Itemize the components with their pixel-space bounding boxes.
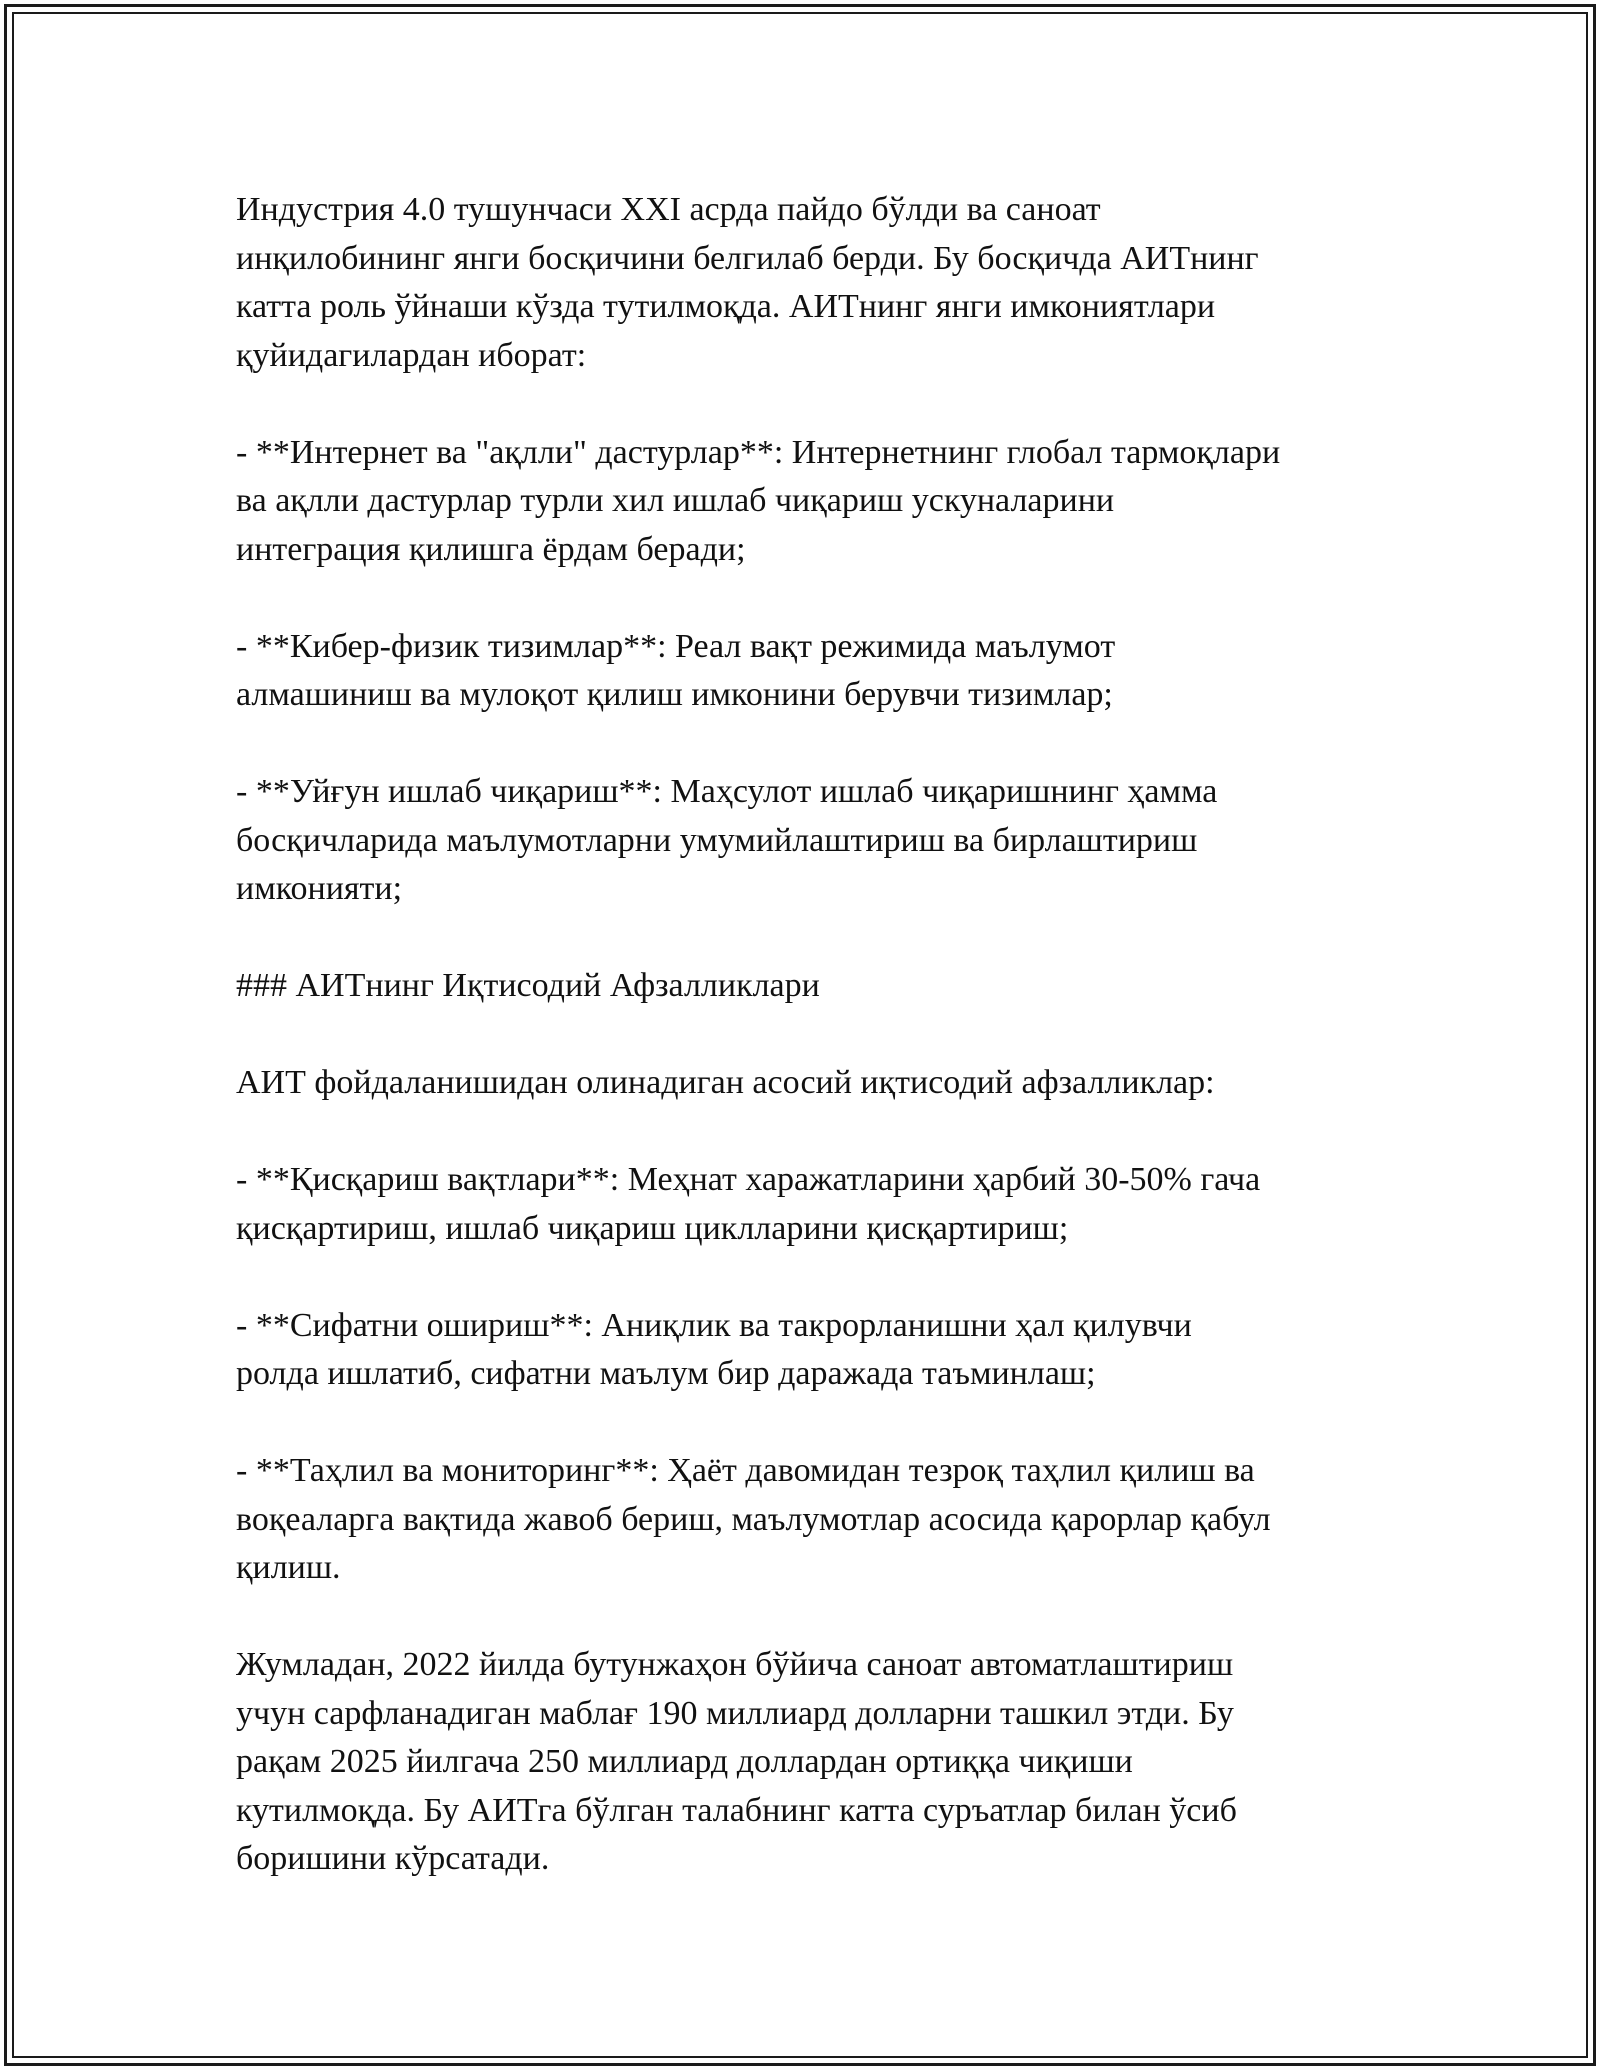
section-heading: ### АИТнинг Иқтисодий Афзалликлари	[236, 967, 820, 1004]
list-item-cyber-physical: - **Кибер-физик тизимлар**: Реал вақт режимида маълумот алмашиниш ва мулоқот қилиш имконини берувчи тизимлар;	[236, 627, 1116, 713]
list-item-time-reduction: - **Қисқариш вақтлари**: Меҳнат харажатларини ҳарбий 30-50% гача қисқартириш, ишлаб чиқариш циклларини қисқартириш;	[236, 1161, 1261, 1247]
list-item-internet: - **Интернет ва "ақлли" дастурлар**: Интернетнинг глобал тармоқлари ва ақлли дастурлар турли хил ишлаб чиқариш ускуналарини интеграция қилишга ёрдам беради;	[236, 433, 1281, 568]
list-item-analysis: - **Таҳлил ва мониторинг**: Ҳаёт давомидан тезроқ таҳлил қилиш ва воқеаларга вақтида жавоб бериш, маълумотлар асосида қарорлар қабул қилиш.	[236, 1452, 1271, 1586]
section-intro-paragraph: АИТ фойдаланишидан олинадиган асосий иқтисодий афзалликлар:	[236, 1064, 1215, 1101]
closing-paragraph: Жумладан, 2022 йилда бутунжаҳон бўйича саноат автоматлаштириш учун сарфланадиган маблағ 190 миллиард долларни ташкил этди. Бу рақам 2025 йилгача 250 миллиард доллардан ортиққа чиқиши кутилмоқда. Бу АИТга бўлган талабнинг катта суръатлар билан ўсиб боришини кўрсатади.	[236, 1646, 1237, 1877]
list-item-integrated-production: - **Уйғун ишлаб чиқариш**: Маҳсулот ишлаб чиқаришнинг ҳамма босқичларида маълумотларни умумийлаштириш ва бирлаштириш имконияти;	[236, 773, 1218, 907]
list-item-quality: - **Сифатни ошириш**: Аниқлик ва такрорланишни ҳал қилувчи ролда ишлатиб, сифатни маълум бир даражада таъминлаш;	[236, 1306, 1192, 1392]
document-body	[236, 186, 1396, 1884]
intro-paragraph: Индустрия 4.0 тушунчаси XXI асрда пайдо бўлди ва саноат инқилобининг янги босқичини белгилаб берди. Бу босқичда АИТнинг катта роль ўйнаши кўзда тутилмоқда. АИТнинг янги имкониятлари қуйидагилардан иборат:	[236, 191, 1259, 374]
